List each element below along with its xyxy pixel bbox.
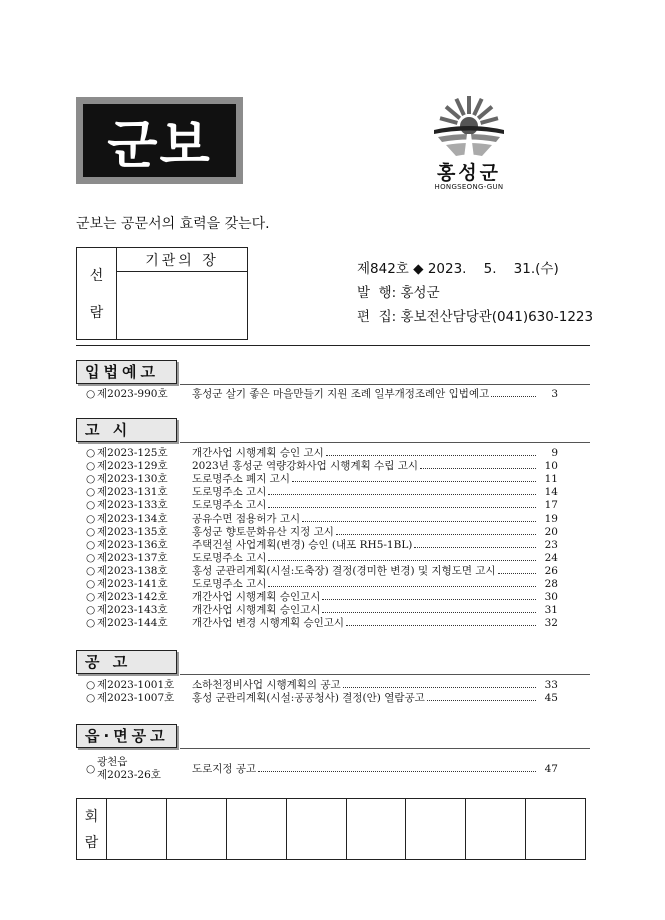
issue-info <box>357 257 593 329</box>
bullet-icon: ○ <box>86 499 96 512</box>
entry-page: 10 <box>544 460 558 473</box>
section-label-town-announcement: 읍·면공고 <box>76 724 177 748</box>
entry-town: 광천읍 <box>97 756 128 768</box>
bullet-icon: ○ <box>86 525 96 538</box>
section-divider <box>180 384 590 385</box>
entry-number: 제2023-125호 <box>97 447 168 459</box>
leader-dots <box>336 526 536 535</box>
review-cell <box>287 799 347 859</box>
entry-number <box>97 756 161 782</box>
list-item[interactable] <box>86 460 558 473</box>
list-item[interactable] <box>86 617 558 630</box>
entry-page: 20 <box>544 525 558 538</box>
leader-dots <box>414 539 536 548</box>
entry-page: 33 <box>544 679 558 691</box>
list-item[interactable] <box>86 499 558 512</box>
bulletin-title: 군보 <box>83 104 236 177</box>
bullet-icon: ○ <box>86 447 96 459</box>
approval-side-label <box>77 248 117 339</box>
header-divider <box>76 345 590 346</box>
leader-dots <box>292 473 536 482</box>
list-item[interactable] <box>86 388 558 401</box>
county-name: 홍성군 <box>436 162 502 184</box>
entry-page: 9 <box>551 447 558 459</box>
list-item[interactable] <box>86 692 558 705</box>
section-divider <box>180 748 590 749</box>
entry-number: 제2023-142호 <box>97 591 168 604</box>
section-divider <box>180 442 590 443</box>
leader-dots <box>322 604 536 613</box>
review-cell <box>227 799 287 859</box>
entry-page: 30 <box>544 591 558 604</box>
entry-title: 도로명주소 고시 <box>192 486 267 499</box>
leader-dots <box>420 460 536 469</box>
bullet-icon: ○ <box>86 578 96 590</box>
review-box <box>76 798 586 860</box>
bullet-icon: ○ <box>86 617 96 630</box>
entry-number: 제2023-1007호 <box>97 692 175 704</box>
bullet-icon: ○ <box>86 564 96 577</box>
issue-publisher: 발 행: 홍성군 <box>357 285 440 301</box>
entry-number: 제2023-137호 <box>97 551 168 564</box>
leader-dots <box>343 679 536 688</box>
entry-page: 45 <box>544 692 558 704</box>
bullet-icon: ○ <box>86 460 96 473</box>
issue-number-date: 제842호 ◆ 2023. 5. 31.(수) <box>357 261 559 277</box>
section-label-legislation: 입법예고 <box>76 360 177 384</box>
review-cell <box>347 799 407 859</box>
list-item[interactable] <box>86 604 558 617</box>
review-cell <box>526 799 585 859</box>
list-item[interactable] <box>86 473 558 486</box>
bullet-icon: ○ <box>86 679 96 691</box>
entry-number: 제2023-1001호 <box>97 679 175 691</box>
entry-page: 24 <box>544 551 558 564</box>
bullet-icon: ○ <box>86 604 96 617</box>
approval-head: 기관의 장 <box>117 248 247 272</box>
leader-dots <box>491 388 536 397</box>
list-item[interactable] <box>86 552 558 565</box>
entry-title: 도로명주소 폐지 고시 <box>192 473 290 486</box>
tagline: 군보는 공문서의 효력을 갖는다. <box>76 216 270 232</box>
review-side-char-1: 회 <box>84 808 99 825</box>
entry-page: 3 <box>551 388 558 400</box>
bullet-icon: ○ <box>86 512 96 525</box>
bullet-icon: ○ <box>86 388 96 400</box>
review-cell <box>107 799 167 859</box>
list-item[interactable] <box>86 679 558 692</box>
entry-page: 14 <box>544 486 558 499</box>
entry-title: 홍성군 향토문화유산 지정 고시 <box>192 525 334 538</box>
entry-title: 개간사업 시행계획 승인 고시 <box>192 447 324 459</box>
list-item[interactable] <box>86 565 558 578</box>
leader-dots <box>326 447 536 456</box>
entry-number: 제2023-144호 <box>97 617 168 630</box>
bullet-icon: ○ <box>86 473 96 486</box>
leader-dots <box>302 513 536 522</box>
approval-side-char-1: 선 <box>89 268 104 284</box>
review-side-label <box>77 799 107 859</box>
entry-number: 제2023-131호 <box>97 486 168 499</box>
bullet-icon: ○ <box>86 486 96 499</box>
bullet-icon: ○ <box>86 763 96 775</box>
leader-dots <box>268 499 536 508</box>
entry-page: 26 <box>544 564 558 577</box>
entry-page: 32 <box>544 617 558 630</box>
entry-title: 소하천정비사업 시행계획의 공고 <box>192 679 341 691</box>
entry-title: 홍성 군관리계획(시설:공공청사) 결정(안) 열람공고 <box>192 692 425 704</box>
approval-side-char-2: 람 <box>89 305 104 321</box>
review-cell <box>406 799 466 859</box>
entry-title: 도로명주소 고시 <box>192 551 267 564</box>
entry-number: 제2023-141호 <box>97 578 168 590</box>
bulletin-title-box <box>76 97 243 184</box>
entry-number: 제2023-138호 <box>97 564 168 577</box>
county-emblem-icon <box>430 96 508 158</box>
entry-page: 31 <box>544 604 558 617</box>
entry-page: 28 <box>544 578 558 590</box>
entry-number: 제2023-129호 <box>97 460 168 473</box>
list-item[interactable] <box>86 486 558 499</box>
entry-number: 제2023-136호 <box>97 538 168 551</box>
leader-dots <box>427 692 536 701</box>
leader-dots <box>268 552 536 561</box>
entry-title: 주택건설 사업계획(변경) 승인 (내포 RH5-1BL) <box>192 538 413 551</box>
issue-editor: 편 집: 홍보전산담당관(041)630-1223 <box>357 309 594 325</box>
leader-dots <box>258 763 536 772</box>
entry-number: 제2023-130호 <box>97 473 168 486</box>
leader-dots <box>498 565 536 574</box>
entry-number: 제2023-133호 <box>97 499 168 512</box>
entry-page: 19 <box>544 512 558 525</box>
entry-title: 홍성 군관리계획(시설:도축장) 결정(경미한 변경) 및 지형도면 고시 <box>192 564 496 577</box>
review-cell <box>167 799 227 859</box>
list-item[interactable] <box>86 578 558 591</box>
leader-dots <box>322 591 536 600</box>
entry-title: 개간사업 변경 시행계획 승인고시 <box>192 617 345 630</box>
bullet-icon: ○ <box>86 551 96 564</box>
entry-title: 도로명주소 고시 <box>192 499 267 512</box>
section-label-announcement: 공 고 <box>76 650 177 674</box>
entry-page: 23 <box>544 538 558 551</box>
leader-dots <box>268 578 536 587</box>
list-item[interactable] <box>86 513 558 526</box>
approval-box <box>76 247 248 340</box>
bullet-icon: ○ <box>86 591 96 604</box>
entry-page: 17 <box>544 499 558 512</box>
list-item[interactable] <box>86 756 558 784</box>
entry-page: 11 <box>544 473 558 486</box>
entry-page: 47 <box>544 763 558 775</box>
entry-number: 제2023-135호 <box>97 525 168 538</box>
entry-number: 제2023-990호 <box>97 388 168 400</box>
entry-title: 개간사업 시행계획 승인고시 <box>192 604 321 617</box>
list-item[interactable] <box>86 447 558 460</box>
entry-title: 공유수면 점용허가 고시 <box>192 512 301 525</box>
section-label-notice: 고 시 <box>76 418 177 442</box>
leader-dots <box>268 486 536 495</box>
leader-dots <box>346 617 536 626</box>
bullet-icon: ○ <box>86 538 96 551</box>
entry-number: 제2023-134호 <box>97 512 168 525</box>
list-item[interactable] <box>86 526 558 539</box>
entry-title: 2023년 홍성군 역량강화사업 시행계획 수립 고시 <box>192 460 418 473</box>
entry-title: 도로명주소 고시 <box>192 578 267 590</box>
entry-title: 홍성군 살기 좋은 마을만들기 지원 조례 일부개정조례안 입법예고 <box>192 388 490 400</box>
section-divider <box>180 674 590 675</box>
entry-title: 개간사업 시행계획 승인고시 <box>192 591 321 604</box>
review-side-char-2: 람 <box>84 835 99 852</box>
entry-number: 제2023-143호 <box>97 604 168 617</box>
review-cell <box>466 799 526 859</box>
list-item[interactable] <box>86 539 558 552</box>
bullet-icon: ○ <box>86 692 96 704</box>
entry-number-text: 제2023-26호 <box>97 769 161 781</box>
county-logo <box>426 96 516 196</box>
list-item[interactable] <box>86 591 558 604</box>
county-name-en: HONGSEONG-GUN <box>434 183 504 191</box>
entry-title: 도로지정 공고 <box>192 763 257 775</box>
